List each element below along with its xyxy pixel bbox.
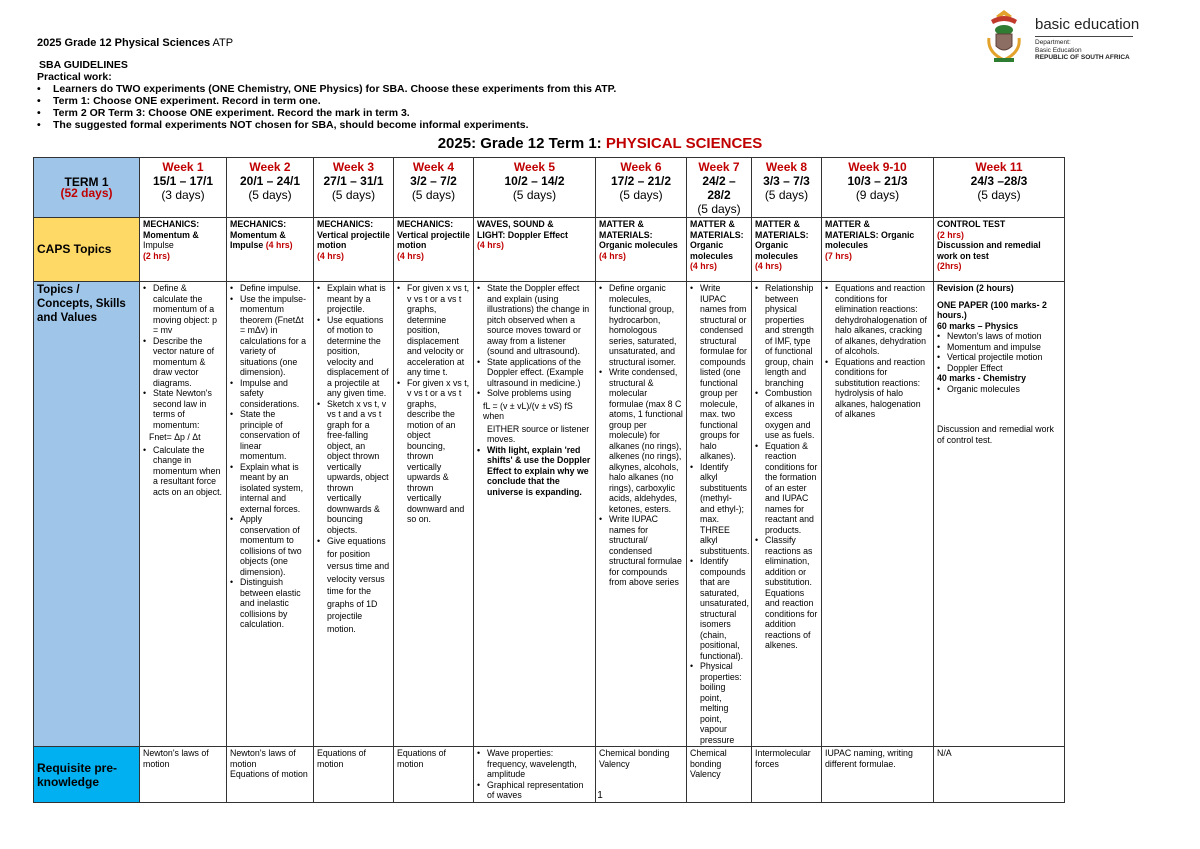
sba-subheading: Practical work: <box>37 71 112 83</box>
sba-item: • Term 1: Choose ONE experiment. Record in term one. <box>37 95 616 107</box>
requisite-cell: Newton's laws of motion <box>140 747 227 803</box>
caps-cell: MECHANICS: Vertical projectile motion (4 hrs) <box>314 218 394 282</box>
main-title: 2025: Grade 12 Term 1: PHYSICAL SCIENCES <box>437 135 763 152</box>
topics-cell: Revision (2 hours) ONE PAPER (100 marks- 2 hours.) 60 marks – Physics • Newton's laws of motion • Momentum and impulse • Vertical projectile motion • Doppler Effect 40 marks - Chemistry • Organic molecules Discussion and remedial work of control test. <box>934 282 1065 747</box>
topics-cell: • Equations and reaction conditions for elimination reactions: dehydrohalogenation of halo alkanes, cracking of alkanes, dehydration of alcohols. • Equations and reaction conditions for substitution reactions: hydrolysis of halo alkanes, halogenation of alkanes <box>822 282 934 747</box>
topics-cell: • Relationship between physical properties and strength of IMF, type of functional group, chain length and branching • Combustion of alkanes in excess oxygen and use as fuels. • Equation & reaction conditions for the formation of an ester and IUPAC names for reactant and products. • Classify reactions as elimination, addition or substitution. Equations and reaction conditions for addition reactions of alkenes. <box>752 282 822 747</box>
requisite-cell: IUPAC naming, writing different formulae. <box>822 747 934 803</box>
sba-item: • The suggested formal experiments NOT chosen for SBA, should become informal experiments. <box>37 119 616 131</box>
requisite-cell: Newton's laws of motion Equations of motion <box>227 747 314 803</box>
week-header: Week 7 24/2 – 28/2 (5 days) <box>687 158 752 218</box>
caps-cell: MATTER & MATERIALS: Organic molecules (4 hrs) <box>752 218 822 282</box>
atp-table <box>33 157 1065 803</box>
caps-cell: MECHANICS: Momentum & Impulse (2 hrs) <box>140 218 227 282</box>
topics-cell: • Define impulse. • Use the impulse-momentum theorem (FnetΔt = mΔv) in calculations for a variety of situations (one dimension). • Impulse and safety considerations. • State the principle of conservation of linear momentum. • Explain what is meant by an isolated system, internal and external forces. • Apply conservation of momentum to collisions of two objects (one dimension). • Distinguish between elastic and inelastic collisions by calculation. <box>227 282 314 747</box>
logo-divider <box>1035 36 1133 37</box>
term-label: TERM 1 (52 days) <box>34 158 140 218</box>
document-title: 2025 Grade 12 Physical Sciences ATP <box>37 37 234 49</box>
sba-item: • Term 2 OR Term 3: Choose ONE experiment. Record the mark in term 3. <box>37 107 616 119</box>
department-logo <box>985 8 1145 70</box>
requisite-cell: Chemical bonding Valency <box>687 747 752 803</box>
topics-cell: • State the Doppler effect and explain (using illustrations) the change in pitch observed when a source moves toward or away from a listener (sound and ultrasound). • State applications of the Doppler effect. (Example ultrasound in medicine.) • Solve problems using fL = (v ± vL)/(v ± vS) fS when EITHER source or listener moves. • With light, explain 'red shifts' & use the Doppler Effect to explain why we conclude that the universe is expanding. <box>474 282 596 747</box>
topics-row <box>34 282 1065 747</box>
requisite-cell: • Wave properties: frequency, wavelength, amplitude • Graphical representation of waves <box>474 747 596 803</box>
week-header: Week 8 3/3 – 7/3 (5 days) <box>752 158 822 218</box>
requisite-cell: Intermolecular forces <box>752 747 822 803</box>
requisite-cell: N/A <box>934 747 1065 803</box>
caps-label: CAPS Topics <box>34 218 140 282</box>
week-header-row <box>34 158 1065 218</box>
page-number: 1 <box>597 790 603 801</box>
topics-cell: • Define organic molecules, functional group, hydrocarbon, homologous series, saturated, unsaturated, and structural isomer. • Write condensed, structural & molecular formulae (max 8 C atoms, 1 functional group per molecule) for alkanes (no rings), alkenes (no rings), alkynes, alcohols, halo alkanes (no rings), carboxylic acids, aldehydes, ketones, esters. • Write IUPAC names for structural/ condensed structural formulae for compounds from above series <box>596 282 687 747</box>
week-header: Week 1 15/1 – 17/1 (3 days) <box>140 158 227 218</box>
caps-cell: MATTER & MATERIALS: Organic molecules (4 hrs) <box>596 218 687 282</box>
requisite-label: Requisite pre-knowledge <box>34 747 140 803</box>
momentum-formula: Fnet= Δp / Δt <box>149 432 201 442</box>
topics-cell: • Write IUPAC names from structural or condensed structural formulae for compounds listed (one functional group per molecule, max. two functional groups for halo alkanes). • Identify alkyl substituents (methyl- and ethyl-); max. THREE alkyl substituents. • Identify compounds that are saturated, unsaturated, structural isomers (chain, positional, functional). • Physical properties: boiling point, melting point, vapour pressure <box>687 282 752 747</box>
topics-label: Topics / Concepts, Skills and Values <box>34 282 140 747</box>
topics-cell: • Explain what is meant by a projectile. • Use equations of motion to determine the position, velocity and displacement of a projectile at any given time. • Sketch x vs t, v vs t and a vs t graph for a free-falling object, an object thrown vertically upwards, object thrown vertically downwards & bouncing objects. • Give equations for position versus time and velocity versus time for the graphs of 1D projectile motion. <box>314 282 394 747</box>
coat-of-arms-icon <box>985 8 1023 64</box>
requisite-cell: Equations of motion <box>394 747 474 803</box>
week-header: Week 4 3/2 – 7/2 (5 days) <box>394 158 474 218</box>
caps-cell: WAVES, SOUND & LIGHT: Doppler Effect (4 hrs) <box>474 218 596 282</box>
caps-row <box>34 218 1065 282</box>
caps-cell: MATTER & MATERIALS: Organic molecules (7 hrs) <box>822 218 934 282</box>
sba-guidelines <box>37 59 616 131</box>
week-header: Week 9-10 10/3 – 21/3 (9 days) <box>822 158 934 218</box>
requisite-cell: Equations of motion <box>314 747 394 803</box>
week-header: Week 2 20/1 – 24/1 (5 days) <box>227 158 314 218</box>
topics-cell: • Define & calculate the momentum of a moving object: p = mv • Describe the vector nature of momentum & draw vector diagrams. • State Newton's second law in terms of momentum: Fnet= Δp / Δt • Calculate the change in momentum when a resultant force acts on an object. <box>140 282 227 747</box>
caps-cell: MECHANICS: Momentum & Impulse (4 hrs) <box>227 218 314 282</box>
week-header: Week 11 24/3 –28/3 (5 days) <box>934 158 1065 218</box>
week-header: Week 5 10/2 – 14/2 (5 days) <box>474 158 596 218</box>
caps-cell: MATTER & MATERIALS: Organic molecules (4 hrs) <box>687 218 752 282</box>
sba-heading: SBA GUIDELINES <box>39 59 128 71</box>
week-header: Week 6 17/2 – 21/2 (5 days) <box>596 158 687 218</box>
caps-cell: MECHANICS: Vertical projectile motion (4 hrs) <box>394 218 474 282</box>
topics-cell: • For given x vs t, v vs t or a vs t graphs, determine position, displacement and velocity or acceleration at any time t. • For given x vs t, v vs t or a vs t graphs, describe the motion of an object bouncing, thrown vertically upwards & thrown vertically downward and so on. <box>394 282 474 747</box>
logo-subtitle: Department: Basic Education REPUBLIC OF SOUTH AFRICA <box>1035 39 1130 61</box>
logo-name: basic education <box>1035 16 1140 33</box>
doppler-formula: fL = (v ± vL)/(v ± vS) fS when <box>483 400 573 421</box>
requisite-cell: Chemical bonding Valency <box>596 747 687 803</box>
sba-item: • Learners do TWO experiments (ONE Chemistry, ONE Physics) for SBA. Choose these experiments from this ATP. <box>37 83 616 95</box>
caps-cell: CONTROL TEST (2 hrs) Discussion and remedial work on test (2hrs) <box>934 218 1065 282</box>
week-header: Week 3 27/1 – 31/1 (5 days) <box>314 158 394 218</box>
